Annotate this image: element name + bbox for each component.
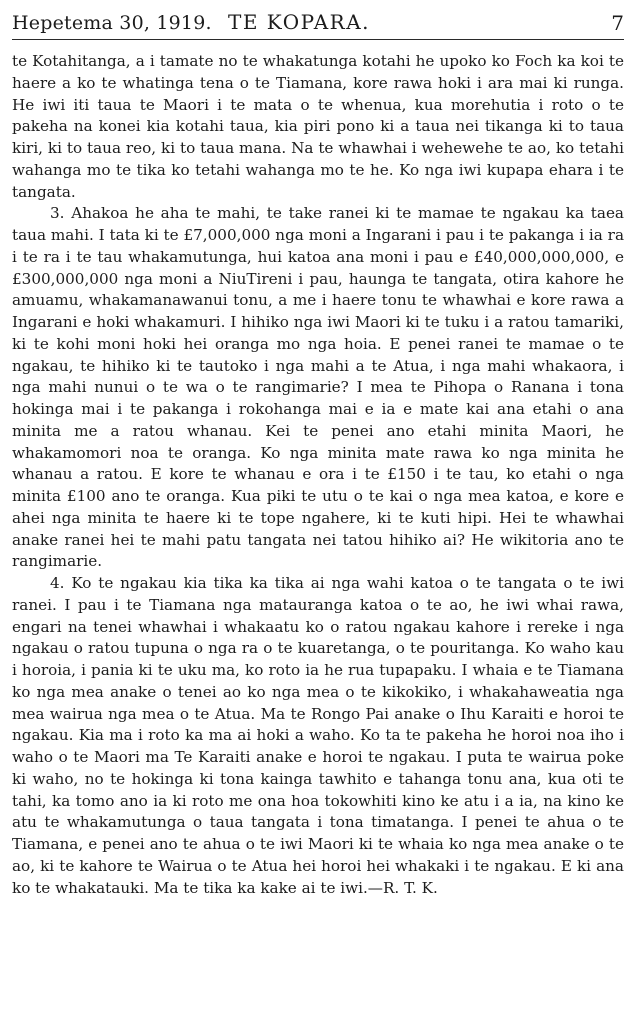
issue-date: Hepetema 30, 1919.	[12, 12, 212, 34]
page-number: 7	[611, 11, 624, 35]
paragraph-3: 3. Ahakoa he aha te mahi, te take ranei ki te mamae te ngakau ka taea taua mahi. I tata ki te £7,000,000 nga moni a Ingarani i pau i te pakanga i ia ra i te ra i te tau whakamutunga, hui katoa ana moni i pau e £40,000,000,000, e £300,000,000 nga moni a NiuTireni i pau, haunga te tangata, otira kahore he amuamu, whakamanawanui tonu, a me i haere tonu te whawhai e kore rawa a Ingarani e hoki whakamuri. I hihiko nga iwi Maori ki te tuku i a ratou tamariki, ki te kohi moni hoki hei oranga mo nga hoia. E penei ranei te mamae o te ngakau, te hihiko ki te tautoko i nga mahi a te Atua, i nga mahi whakaora, i nga mahi nunui o te wa o te rangimarie? I mea te Pihopa o Ranana i tona hokinga mai i te pakanga i rokohanga mai e ia e mate kai ana etahi o ana minita me a ratou whanau. Kei te penei ano etahi minita Maori, he whakamomori noa te oranga. Ko nga minita mate rawa ko nga minita he whanau a ratou. E kore te whanau e ora i te £150 i te tau, ko etahi o nga minita £100 ano te oranga. Kua piki te utu o te kai o nga mea katoa, e kore e ahei nga minita te haere ki te tope ngahere, ki te kuti hipi. Hei te whawhai anake ranei hei te mahi patu tangata nei tatou hihiko ai? He wikitoria ano te rangimarie.	[12, 204, 624, 571]
running-header	[12, 8, 624, 36]
article-body	[12, 51, 624, 899]
publication-title: TE KOPARA.	[228, 10, 371, 34]
paragraph-continuation: te Kotahitanga, a i tamate no te whakatunga kotahi he upoko ko Foch ka koi te haere a ko te whatinga tena o te Tiamana, kore rawa hoki i ara mai ki runga. He iwi iti taua te Maori i te mata o te whenua, kua morehutia i roto o te pakeha na konei kia kotahi taua, kia piri pono ki a taua nei tikanga ki to taua kiri, ki to taua reo, ki to taua mana. Na te whawhai i wehewehe te ao, ko tetahi wahanga mo te tika ko tetahi wahanga mo te he. Ko nga iwi kupapa ehara i te tangata.	[12, 52, 624, 201]
paragraph-4: 4. Ko te ngakau kia tika ka tika ai nga wahi katoa o te tangata o te iwi ranei. I pau i te Tiamana nga matauranga katoa o te ao, he iwi whai rawa, engari na tenei whawhai i whakaatu ko o ratou ngakau kahore i rereke i nga ngakau o ratou tupuna o nga ra o te kuaretanga, o te pouritanga. Ko waho kau i horoia, i pania ki te uku ma, ko roto ia he rua tupapaku. I whaia e te Tiamana ko nga mea anake o tenei ao ko nga mea o te kikokiko, i whakahaweatia nga mea wairua nga mea o te Atua. Ma te Rongo Pai anake o Ihu Karaiti e horoi te ngakau. Kia ma i roto ka ma ai hoki a waho. Ko ta te pakeha he horoi noa iho i waho o te Maori ma Te Karaiti anake e horoi te ngakau. I puta te wairua poke ki waho, no te hokinga ki tona kainga tawhito e tahanga tonu ana, kua oti te tahi, ka tomo ano ia ki roto me ona hoa tokowhiti kino ke atu i a ia, na kino ke atu te whakamutunga o taua tangata i tona timatanga. I penei te ahua o te Tiamana, e penei ano te ahua o te iwi Maori ki te whaia ko nga mea anake o te ao, ki te kahore te Wairua o te Atua hei horoi hei whakaki i te ngakau. E ki ana ko te whakatauki. Ma te tika ka kake ai te iwi.—R. T. K.	[12, 574, 624, 897]
header-divider	[12, 39, 624, 40]
